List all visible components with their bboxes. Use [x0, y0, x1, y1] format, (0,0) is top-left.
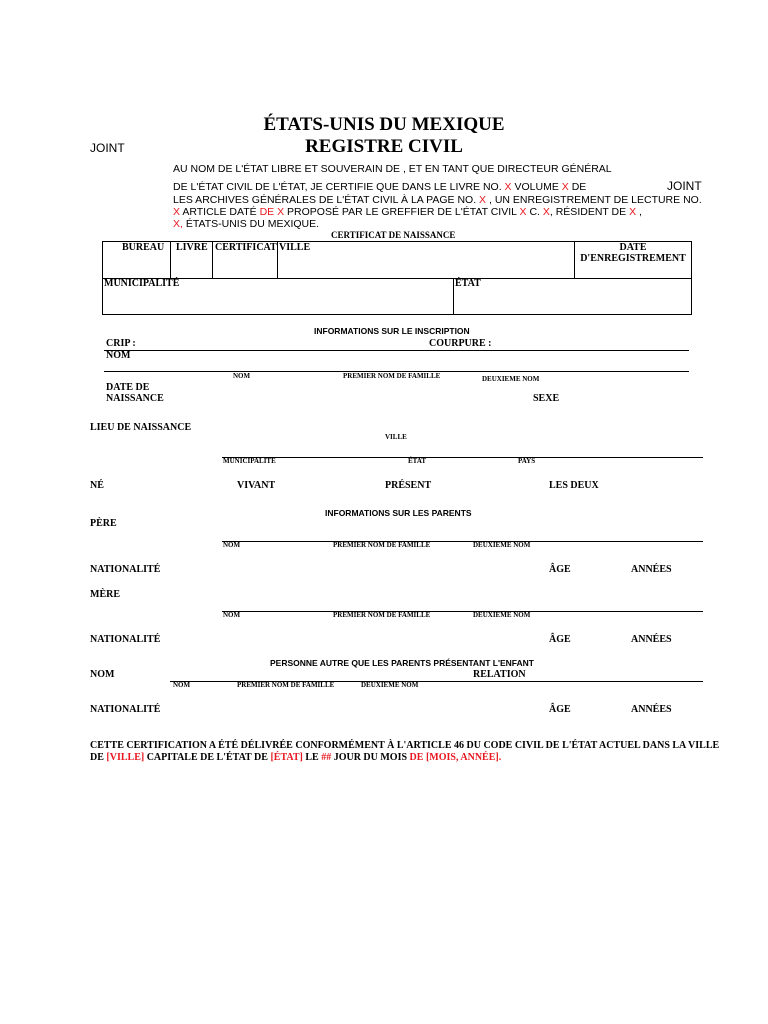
pere-sub-nom: NOM: [223, 541, 241, 549]
crip-label: CRIP :: [106, 338, 136, 349]
certificate-heading: CERTIFICAT DE NAISSANCE: [331, 230, 456, 240]
sub-deuxieme-nom: DEUXIEME NOM: [482, 375, 540, 383]
etat-label: ÉTAT: [455, 278, 481, 289]
intro-line-2: DE L'ÉTAT CIVIL DE L'ÉTAT, JE CERTIFIE QUE DANS LE LIVRE NO. X VOLUME X DE: [173, 181, 587, 193]
vivant-label: VIVANT: [237, 480, 276, 491]
mere-age-label: ÂGE: [549, 634, 571, 645]
present-label: PRÉSENT: [385, 480, 432, 491]
pays-sub: PAYS: [518, 457, 536, 465]
date-naissance-1: DATE DE: [106, 382, 150, 393]
other-sub-premier: PREMIER NOM DE FAMILLE: [237, 681, 335, 689]
certificate-bottom-row: [102, 278, 692, 315]
ne-label: NÉ: [90, 480, 104, 491]
intro-line-4: X ARTICLE DATÉ DE X PROPOSÉ PAR LE GREFFIER DE L'ÉTAT CIVIL X C. X, RÉSIDENT DE X ,: [173, 206, 642, 218]
date-naissance-2: NAISSANCE: [106, 393, 164, 404]
sub-nom: NOM: [233, 372, 251, 380]
date-label-1: DATE: [619, 242, 647, 253]
page-subtitle: REGISTRE CIVIL: [305, 136, 463, 157]
mere-sub-nom: NOM: [223, 611, 241, 619]
les-deux-label: LES DEUX: [549, 480, 599, 491]
joint-left: JOINT: [90, 141, 125, 155]
page-title: ÉTATS-UNIS DU MEXIQUE: [263, 114, 505, 135]
livre-label: LIVRE: [176, 242, 208, 253]
joint-right: JOINT: [667, 179, 702, 193]
relation-label: RELATION: [473, 669, 526, 680]
pere-annees-label: ANNÉES: [631, 564, 672, 575]
footer-line-1: CETTE CERTIFICATION A ÉTÉ DÉLIVRÉE CONFORMÉMENT À L'ARTICLE 46 DU CODE CIVIL DE L'ÉTAT ACTUEL DANS LA VILLE: [90, 740, 720, 751]
inscription-heading: INFORMATIONS SUR LE INSCRIPTION: [314, 326, 470, 336]
other-sub-nom: NOM: [173, 681, 191, 689]
intro-line-3: LES ARCHIVES GÉNÉRALES DE L'ÉTAT CIVIL À LA PAGE NO. X , UN ENREGISTREMENT DE LECTURE NO.: [173, 194, 702, 206]
pere-age-label: ÂGE: [549, 564, 571, 575]
municipalite-label: MUNICIPALITÉ: [104, 278, 180, 289]
mere-annees-label: ANNÉES: [631, 634, 672, 645]
mere-label: MÈRE: [90, 589, 120, 600]
other-nationalite-label: NATIONALITÉ: [90, 704, 161, 715]
intro-line-1: AU NOM DE L'ÉTAT LIBRE ET SOUVERAIN DE , ET EN TANT QUE DIRECTEUR GÉNÉRAL: [173, 163, 612, 175]
bureau-label: BUREAU: [122, 242, 165, 253]
sexe-label: SEXE: [533, 393, 560, 404]
pere-sub-deuxieme: DEUXIEME NOM: [473, 541, 531, 549]
certificat-label: CERTIFICAT: [215, 242, 277, 253]
sub-premier-nom: PREMIER NOM DE FAMILLE: [343, 372, 441, 380]
parents-heading: INFORMATIONS SUR LES PARENTS: [325, 508, 472, 518]
lieu-label: LIEU DE NAISSANCE: [90, 422, 192, 433]
other-annees-label: ANNÉES: [631, 704, 672, 715]
pere-sub-premier: PREMIER NOM DE FAMILLE: [333, 541, 431, 549]
other-nom-label: NOM: [90, 669, 115, 680]
footer-line-2: DE [VILLE] CAPITALE DE L'ÉTAT DE [ÉTAT] LE ## JOUR DU MOIS DE [MOIS, ANNÉE].: [90, 752, 502, 763]
date-label-2: D'ENREGISTREMENT: [580, 253, 686, 264]
pere-label: PÈRE: [90, 518, 117, 529]
other-heading: PERSONNE AUTRE QUE LES PARENTS PRÉSENTANT L'ENFANT: [270, 658, 534, 668]
other-age-label: ÂGE: [549, 704, 571, 715]
ville-sub: VILLE: [385, 433, 407, 441]
mere-sub-deuxieme: DEUXIEME NOM: [473, 611, 531, 619]
etat-sub: ÉTAT: [408, 457, 427, 465]
intro-line-5: X, ÉTATS-UNIS DU MEXIQUE.: [173, 218, 320, 230]
courpure-label: COURPURE :: [429, 338, 492, 349]
ville-label: VILLE: [279, 242, 311, 253]
municipalite-sub: MUNICIPALITE: [223, 457, 276, 465]
mere-sub-premier: PREMIER NOM DE FAMILLE: [333, 611, 431, 619]
other-sub-deuxieme: DEUXIEME NOM: [361, 681, 419, 689]
mere-nationalite-label: NATIONALITÉ: [90, 634, 161, 645]
pere-nationalite-label: NATIONALITÉ: [90, 564, 161, 575]
nom-label: NOM: [106, 350, 131, 361]
